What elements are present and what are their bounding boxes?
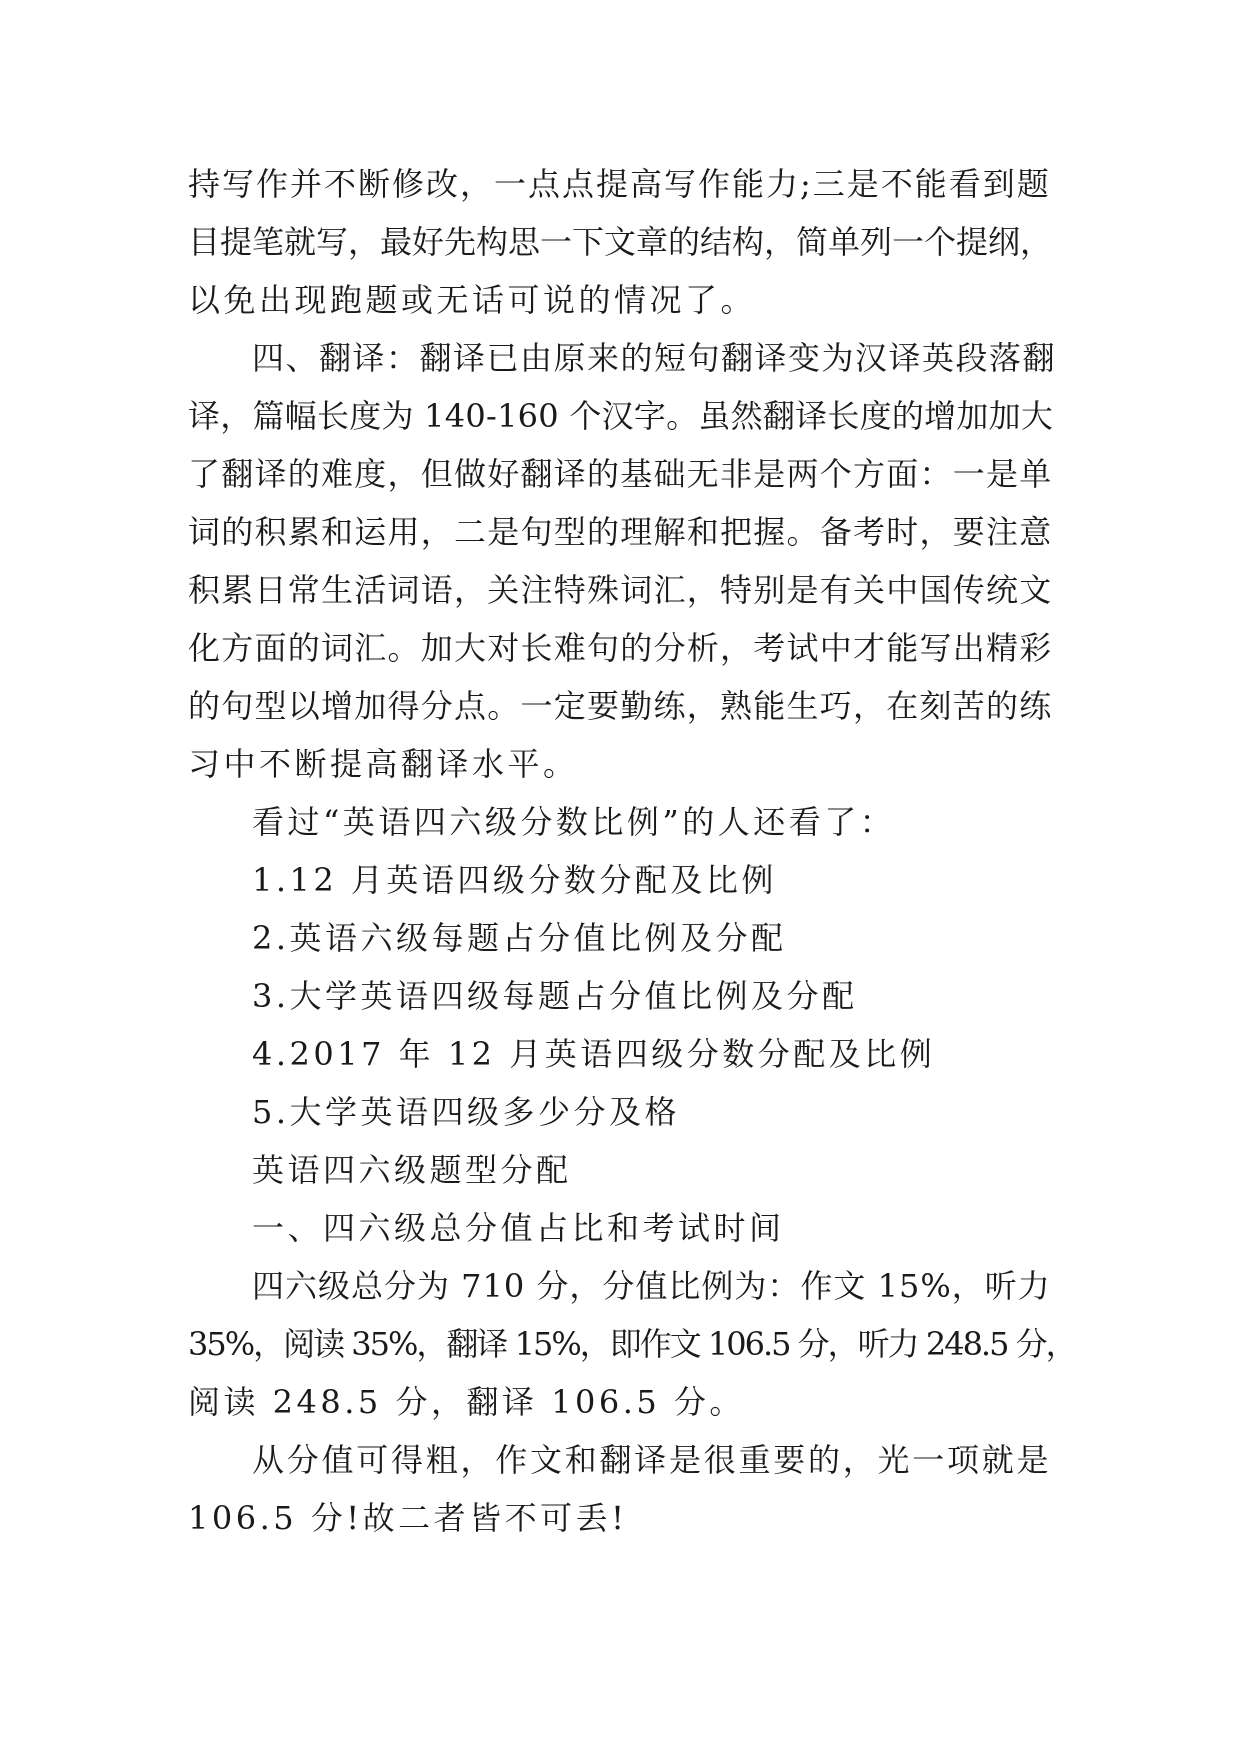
paragraph-line: 持写作并不断修改，一点点提高写作能力;三是不能看到题 [188,165,1051,203]
paragraph-line: 积累日常生活词语，关注特殊词汇，特别是有关中国传统文 [188,571,1053,609]
related-link-1[interactable]: 1.12 月英语四级分数分配及比例 [252,861,777,899]
paragraph-line: 从分值可得粗，作文和翻译是很重要的，光一项就是 [252,1441,1052,1479]
paragraph-line: 了翻译的难度，但做好翻译的基础无非是两个方面：一是单 [188,455,1053,493]
paragraph-line: 目提笔就写，最好先构思一下文章的结构，简单列一个提纲， [188,223,1053,261]
paragraph-line: 106.5 分!故二者皆不可丢! [188,1499,628,1537]
section-heading-score: 一、四六级总分值占比和考试时间 [252,1209,785,1247]
related-link-5[interactable]: 5.大学英语四级多少分及格 [252,1093,681,1131]
related-link-3[interactable]: 3.大学英语四级每题占分值比例及分配 [252,977,858,1015]
paragraph-line: 阅读 248.5 分，翻译 106.5 分。 [188,1383,745,1421]
paragraph-line: 35%，阅读 35%，翻译 15%，即作文 106.5 分，听力 248.5 分， [188,1325,1076,1363]
paragraph-line: 的句型以增加得分点。一定要勤练，熟能生巧，在刻苦的练 [188,687,1053,725]
paragraph-line: 词的积累和运用，二是句型的理解和把握。备考时，要注意 [188,513,1053,551]
paragraph-line: 习中不断提高翻译水平。 [188,745,579,783]
related-reading-heading: 看过“英语四六级分数比例”的人还看了： [252,803,896,841]
document-page [188,155,1076,1547]
paragraph-line: 以免出现跑题或无话可说的情况了。 [188,281,757,319]
paragraph-line: 化方面的词汇。加大对长难句的分析，考试中才能写出精彩 [188,629,1053,667]
paragraph-line: 四六级总分为 710 分，分值比例为：作文 15%，听力 [252,1267,1051,1305]
section-heading-translation: 四、翻译：翻译已由原来的短句翻译变为汉译英段落翻 [252,339,1057,377]
article-title: 英语四六级题型分配 [252,1151,572,1189]
paragraph-line: 译，篇幅长度为 140-160 个汉字。虽然翻译长度的增加加大 [188,397,1054,435]
related-link-4[interactable]: 4.2017 年 12 月英语四级分数分配及比例 [252,1035,936,1073]
related-link-2[interactable]: 2.英语六级每题占分值比例及分配 [252,919,787,957]
